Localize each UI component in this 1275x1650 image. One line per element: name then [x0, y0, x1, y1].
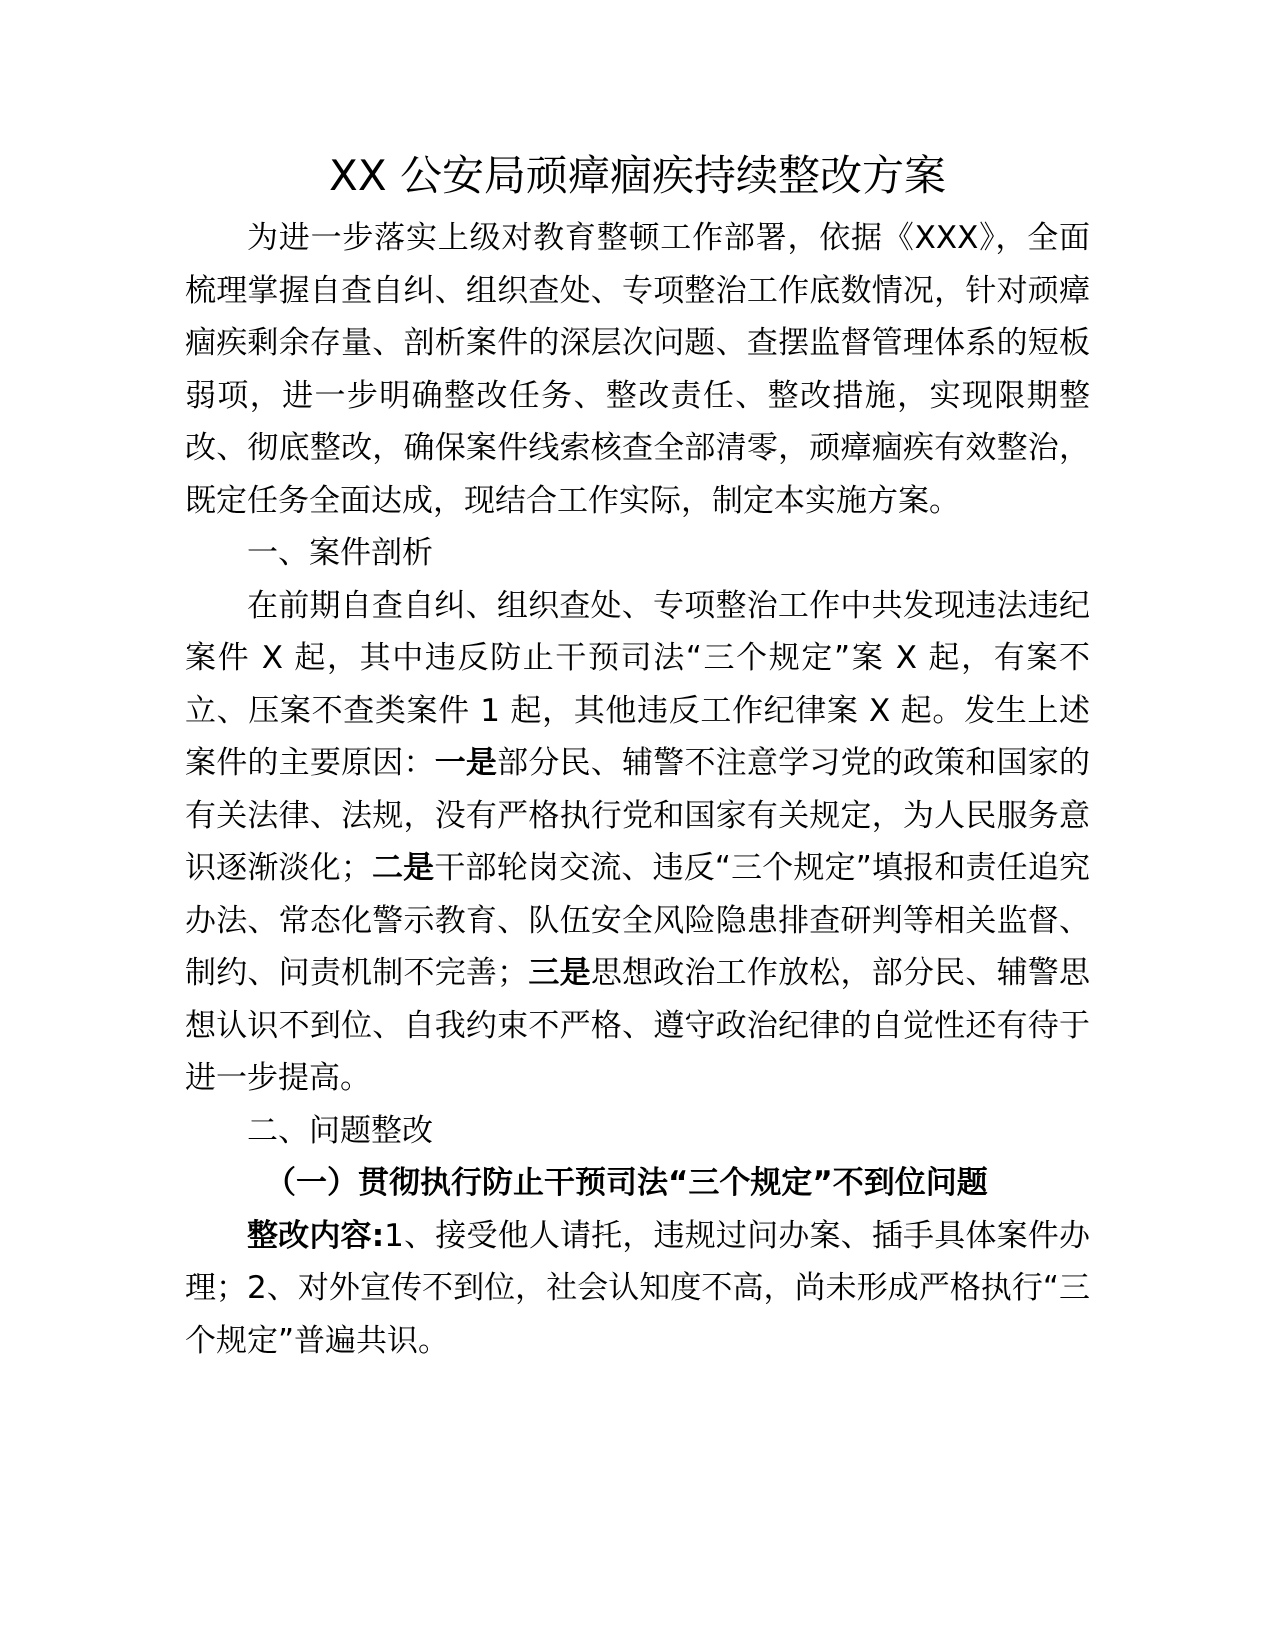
reason-2-text: 干部轮岗交流、违反“三个规定”填报和责任追究办法、常态化警示教育、队伍安全风险隐患排查研判等相关监督、制约、问责机制不完善； [185, 850, 1091, 991]
rectification-content-label: 整改内容: [247, 1217, 385, 1254]
reason-3-text: 思想政治工作放松，部分民、辅警思想认识不到位、自我约束不严格、遵守政治纪律的自觉性还有待于进一步提高。 [185, 955, 1091, 1096]
section-2-heading: 二、问题整改 [247, 1112, 433, 1149]
section-1-text-start: 在前期自查自纠、组织查处、专项整治工作中共发现违法违纪案件 X 起，其中违反防止干预司法“三个规定”案 X 起，有案不立、压案不查类案件 1 起，其他违反工作纪律案 X 起。发生上述案件的主要原因： [185, 587, 1090, 781]
intro-paragraph: 为进一步落实上级对教育整顿工作部署，依据《XXX》，全面梳理掌握自查自纠、组织查处、专项整治工作底数情况，针对顽瘴痼疾剩余存量、剖析案件的深层次问题、查摆监督管理体系的短板弱项，进一步明确整改任务、整改责任、整改措施，实现限期整改、彻底整改，确保案件线索核查全部清零，顽瘴痼疾有效整治，既定任务全面达成，现结合工作实际，制定本实施方案。 [185, 220, 1090, 519]
rectification-content-text: 1、接受他人请托，违规过问办案、插手具体案件办理；2、对外宣传不到位，社会认知度不高，尚未形成严格执行“三个规定”普遍共识。 [185, 1217, 1090, 1359]
reason-1-text: 部分民、辅警不注意学习党的政策和国家的有关法律、法规，没有严格执行党和国家有关规定，为人民服务意识逐渐淡化； [185, 745, 1091, 886]
reason-2-label: 二是 [371, 850, 435, 886]
document-body [185, 212, 1090, 1367]
reason-3-label: 三是 [528, 955, 591, 991]
section-1-paragraph [185, 580, 1090, 1105]
document-title: XX 公安局顽瘴痼疾持续整改方案 [329, 151, 946, 200]
reason-1-label: 一是 [434, 745, 498, 781]
section-1-heading: 一、案件剖析 [247, 535, 433, 571]
section-2-subheading: （一）贯彻执行防止干预司法“三个规定”不到位问题 [265, 1165, 988, 1201]
rectification-content-paragraph [185, 1210, 1090, 1368]
